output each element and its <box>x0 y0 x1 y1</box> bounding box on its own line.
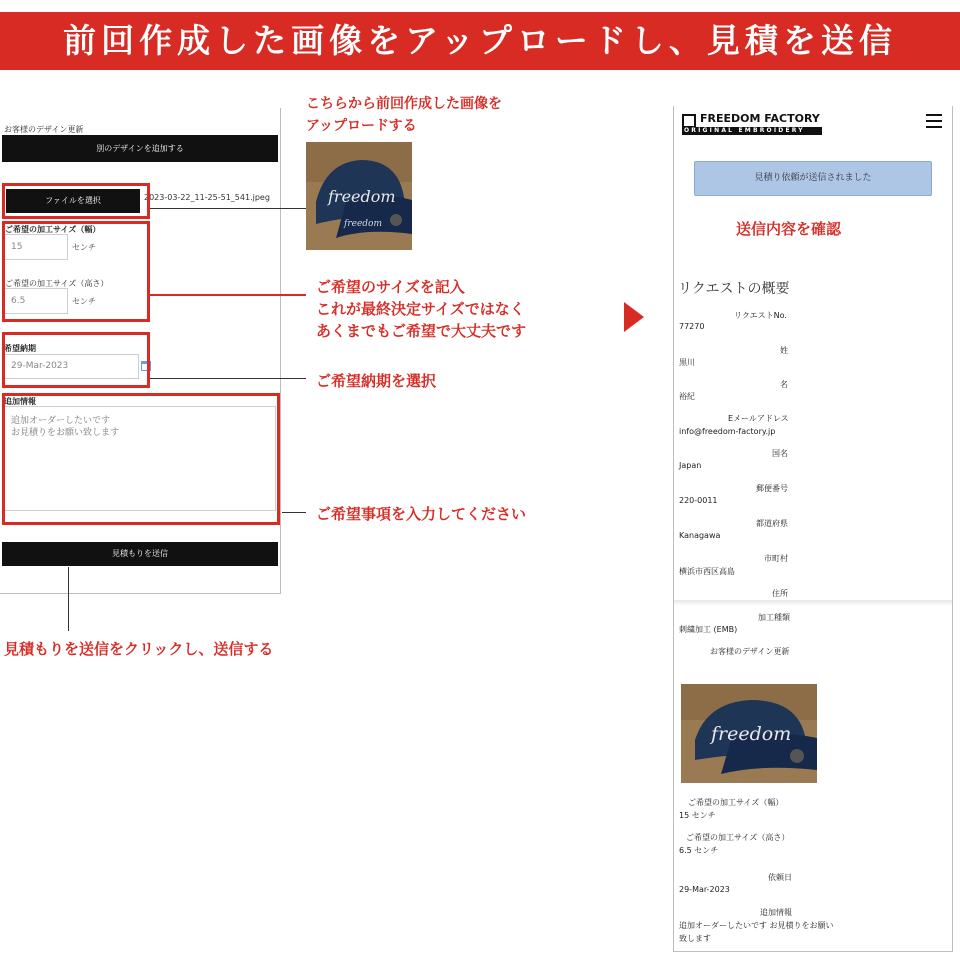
info-highlight-frame <box>2 393 280 525</box>
field-label-city: 市町村 <box>764 554 788 563</box>
info-value-confirm-1: 追加オーダーしたいです お見積りをお願い <box>679 921 834 930</box>
submit-quote-button[interactable]: 見積もりを送信 <box>2 542 278 566</box>
cap-photo-upload <box>306 142 412 250</box>
info-connector-line <box>282 512 306 513</box>
process-type-value: 刺繍加工 (EMB) <box>679 625 738 634</box>
file-highlight-frame <box>2 183 150 219</box>
width-input[interactable]: 15 <box>4 234 68 260</box>
field-label-last-name: 姓 <box>780 346 788 355</box>
upload-connector-line <box>150 208 306 209</box>
field-label-prefecture: 都道府県 <box>756 519 788 528</box>
design-update-label: お客様のデザイン更新 <box>710 647 790 656</box>
size-connector-line <box>150 294 306 296</box>
add-design-button[interactable]: 別のデザインを追加する <box>2 135 278 162</box>
submit-note: 見積もりを送信をクリックし、送信する <box>4 640 274 658</box>
height-label-confirm: ご希望の加工サイズ（高さ） <box>686 833 790 842</box>
logo-sub: ORIGINAL EMBROIDERY <box>682 127 822 135</box>
height-unit: センチ <box>72 297 96 306</box>
file-name: 2023-03-22_11-25-51_541.jpeg <box>144 193 270 202</box>
field-label-postal: 郵便番号 <box>756 484 788 493</box>
choose-file-button[interactable]: ファイルを選択 <box>6 189 140 213</box>
info-line-1: 追加オーダーしたいです <box>11 416 111 426</box>
height-label: ご希望の加工サイズ（高さ） <box>5 279 109 288</box>
info-note: ご希望事項を入力してください <box>316 505 527 523</box>
field-label-address: 住所 <box>772 589 788 598</box>
cap-logo-text-confirm: freedom <box>711 723 792 745</box>
field-value-first-name: 裕紀 <box>679 392 695 401</box>
field-value-request-no: 77270 <box>679 322 705 331</box>
upload-note-line2: アップロードする <box>306 118 417 134</box>
logo-icon <box>682 114 696 128</box>
field-value-prefecture: Kanagawa <box>679 531 721 540</box>
upload-note-line1: こちらから前回作成した画像を <box>306 96 502 112</box>
section-divider <box>674 600 953 606</box>
height-input[interactable]: 6.5 <box>4 288 68 314</box>
size-highlight-frame <box>2 221 150 322</box>
height-value-confirm: 6.5 センチ <box>679 846 719 855</box>
cap-photo-confirmation <box>681 684 817 783</box>
field-value-country: Japan <box>679 461 702 470</box>
date-note: ご希望納期を選択 <box>316 372 437 390</box>
date-input[interactable]: 29-Mar-2023 <box>4 354 139 379</box>
logo-main: FREEDOM FACTORY <box>700 112 820 125</box>
width-value-confirm: 15 センチ <box>679 811 716 820</box>
arrow-right-icon <box>624 302 644 332</box>
field-value-email: info@freedom-factory.jp <box>679 427 776 436</box>
size-note-line2: これが最終決定サイズではなく <box>316 300 525 318</box>
field-value-last-name: 黒川 <box>679 358 695 367</box>
summary-title: リクエストの概要 <box>678 281 790 297</box>
field-value-city: 横浜市西区高島 <box>679 567 735 576</box>
banner-title: 前回作成した画像をアップロードし、見積を送信 <box>63 21 897 60</box>
cap-logo-text-2: freedom <box>344 219 382 229</box>
confirm-note: 送信内容を確認 <box>736 220 842 238</box>
design-update-form <box>0 108 281 594</box>
size-note-line3: あくまでもご希望で大丈夫です <box>316 322 527 340</box>
width-unit: センチ <box>72 243 96 252</box>
width-label-confirm: ご希望の加工サイズ（幅） <box>688 798 784 807</box>
submit-connector-line <box>68 567 69 631</box>
field-label-request-no: リクエストNo. <box>734 311 787 320</box>
process-type-label: 加工種類 <box>758 613 790 622</box>
date-highlight-frame <box>2 332 150 388</box>
title-banner <box>0 12 960 70</box>
date-label-confirm: 依頼日 <box>768 873 792 882</box>
field-label-email: Eメールアドレス <box>728 414 789 423</box>
section-title: お客様のデザイン更新 <box>4 125 84 134</box>
date-connector-line <box>150 378 306 379</box>
width-label: ご希望の加工サイズ（幅） <box>5 225 101 234</box>
field-label-first-name: 名 <box>780 380 788 389</box>
date-label: 希望納期 <box>4 344 36 353</box>
field-label-country: 国名 <box>772 449 788 458</box>
hamburger-icon[interactable] <box>926 114 942 128</box>
date-value-confirm: 29-Mar-2023 <box>679 885 730 894</box>
size-note-line1: ご希望のサイズを記入 <box>316 278 465 296</box>
confirmation-screen <box>673 106 953 952</box>
info-line-2: お見積りをお願い致します <box>11 428 120 438</box>
sent-message: 見積り依頼が送信されました <box>694 161 932 196</box>
field-value-postal: 220-0011 <box>679 496 718 505</box>
info-label: 追加情報 <box>4 397 36 406</box>
cap-logo-text: freedom <box>328 187 396 206</box>
info-value-confirm-2: 致します <box>679 934 711 943</box>
info-label-confirm: 追加情報 <box>760 908 792 917</box>
